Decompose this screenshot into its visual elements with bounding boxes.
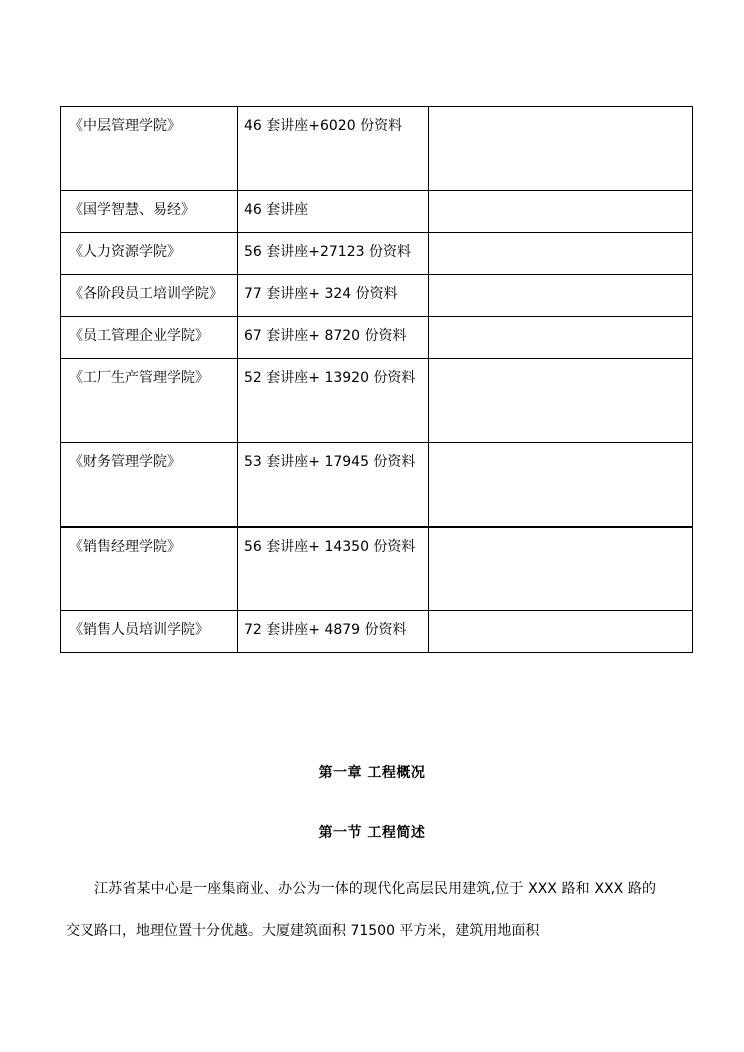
course-name: 《人力资源学院》 bbox=[69, 244, 181, 260]
empty-cell bbox=[429, 275, 693, 317]
course-count-cell bbox=[238, 611, 429, 653]
course-count: 46 套讲座 bbox=[244, 202, 309, 218]
course-name-cell bbox=[61, 527, 238, 611]
course-count: 53 套讲座+ 17945 份资料 bbox=[244, 454, 416, 470]
course-count: 72 套讲座+ 4879 份资料 bbox=[244, 622, 407, 638]
course-name-cell bbox=[61, 359, 238, 443]
course-name-cell bbox=[61, 275, 238, 317]
empty-cell bbox=[429, 611, 693, 653]
table-row bbox=[61, 233, 693, 275]
course-count-cell bbox=[238, 317, 429, 359]
course-count-cell bbox=[238, 359, 429, 443]
course-table bbox=[60, 106, 693, 653]
empty-cell bbox=[429, 233, 693, 275]
table-row bbox=[61, 317, 693, 359]
course-name: 《国学智慧、易经》 bbox=[69, 202, 195, 218]
table-row bbox=[61, 275, 693, 317]
course-name-cell bbox=[61, 611, 238, 653]
table-row bbox=[61, 611, 693, 653]
table-row bbox=[61, 107, 693, 191]
course-name: 《中层管理学院》 bbox=[69, 118, 181, 134]
course-name: 《员工管理企业学院》 bbox=[69, 328, 209, 344]
course-name: 《销售经理学院》 bbox=[69, 538, 181, 555]
body-paragraph: 江苏省某中心是一座集商业、办公为一体的现代化高层民用建筑,位于 XXX 路和 XXX 路的交叉路口，地理位置十分优越。大厦建筑面积 71500 平方米，建筑用地面积 bbox=[66, 881, 656, 939]
course-name: 《工厂生产管理学院》 bbox=[69, 370, 209, 386]
empty-cell bbox=[429, 191, 693, 233]
course-name-cell bbox=[61, 317, 238, 359]
table-row bbox=[61, 191, 693, 233]
empty-cell bbox=[429, 317, 693, 359]
empty-cell bbox=[429, 359, 693, 443]
table-row bbox=[61, 443, 693, 527]
course-name-cell bbox=[61, 443, 238, 527]
course-count: 67 套讲座+ 8720 份资料 bbox=[244, 328, 407, 344]
course-name: 《各阶段员工培训学院》 bbox=[69, 286, 223, 302]
empty-cell bbox=[429, 443, 693, 527]
course-count: 46 套讲座+6020 份资料 bbox=[244, 118, 403, 134]
course-name-cell bbox=[61, 191, 238, 233]
table-row bbox=[61, 527, 693, 611]
course-name-cell bbox=[61, 233, 238, 275]
course-count: 77 套讲座+ 324 份资料 bbox=[244, 286, 398, 302]
table-row bbox=[61, 359, 693, 443]
course-count-cell bbox=[238, 233, 429, 275]
course-count-cell bbox=[238, 527, 429, 611]
course-count-cell bbox=[238, 275, 429, 317]
course-count-cell bbox=[238, 443, 429, 527]
course-count: 56 套讲座+ 14350 份资料 bbox=[244, 538, 416, 555]
empty-cell bbox=[429, 107, 693, 191]
course-name: 《财务管理学院》 bbox=[69, 454, 181, 470]
empty-cell bbox=[429, 527, 693, 611]
course-count-cell bbox=[238, 107, 429, 191]
course-name-cell bbox=[61, 107, 238, 191]
course-count: 52 套讲座+ 13920 份资料 bbox=[244, 370, 416, 386]
course-name: 《销售人员培训学院》 bbox=[69, 622, 209, 638]
chapter-title: 第一章 工程概况 bbox=[318, 765, 426, 781]
course-count-cell bbox=[238, 191, 429, 233]
course-count: 56 套讲座+27123 份资料 bbox=[244, 244, 411, 260]
section-title: 第一节 工程简述 bbox=[318, 825, 426, 841]
